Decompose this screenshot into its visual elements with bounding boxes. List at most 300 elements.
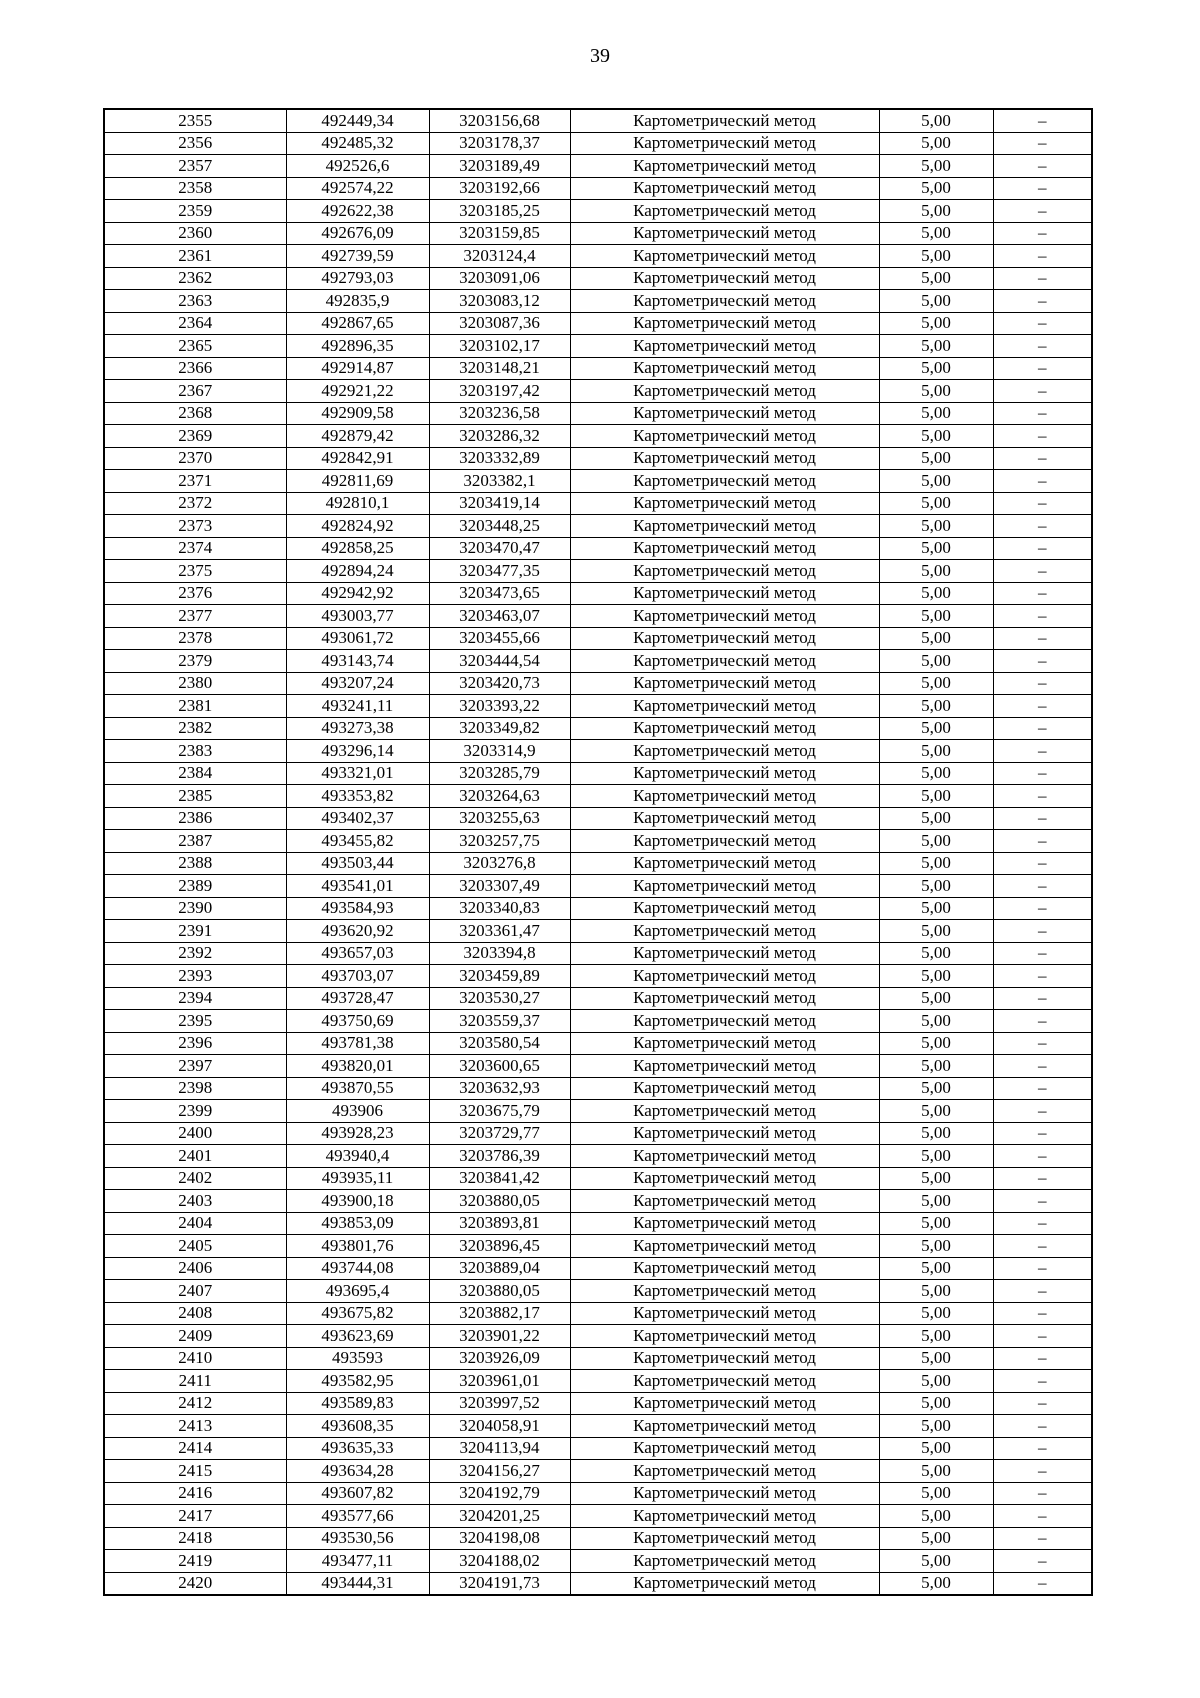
x-coordinate-cell: 493853,09 — [286, 1212, 429, 1235]
point-number-cell: 2419 — [104, 1550, 286, 1573]
page-number: 39 — [590, 45, 610, 67]
y-coordinate-cell: 3203236,58 — [429, 402, 570, 425]
description-cell: – — [993, 987, 1092, 1010]
x-coordinate-cell: 493744,08 — [286, 1257, 429, 1280]
table-row — [104, 447, 1092, 470]
method-cell: Картометрический метод — [570, 492, 879, 515]
point-number-cell: 2389 — [104, 875, 286, 898]
accuracy-cell: 5,00 — [879, 1055, 993, 1078]
x-coordinate-cell: 493273,38 — [286, 717, 429, 740]
table-row — [104, 1460, 1092, 1483]
y-coordinate-cell: 3203314,9 — [429, 740, 570, 763]
method-cell: Картометрический метод — [570, 380, 879, 403]
x-coordinate-cell: 492909,58 — [286, 402, 429, 425]
table-row — [104, 492, 1092, 515]
description-cell: – — [993, 1280, 1092, 1303]
y-coordinate-cell: 3203124,4 — [429, 245, 570, 268]
point-number-cell: 2420 — [104, 1572, 286, 1595]
method-cell: Картометрический метод — [570, 830, 879, 853]
method-cell: Картометрический метод — [570, 785, 879, 808]
method-cell: Картометрический метод — [570, 155, 879, 178]
method-cell: Картометрический метод — [570, 447, 879, 470]
accuracy-cell: 5,00 — [879, 695, 993, 718]
description-cell: – — [993, 1460, 1092, 1483]
table-row — [104, 852, 1092, 875]
y-coordinate-cell: 3203102,17 — [429, 335, 570, 358]
y-coordinate-cell: 3204201,25 — [429, 1505, 570, 1528]
x-coordinate-cell: 492867,65 — [286, 312, 429, 335]
point-number-cell: 2397 — [104, 1055, 286, 1078]
x-coordinate-cell: 493582,95 — [286, 1370, 429, 1393]
accuracy-cell: 5,00 — [879, 1572, 993, 1595]
method-cell: Картометрический метод — [570, 1370, 879, 1393]
point-number-cell: 2366 — [104, 357, 286, 380]
accuracy-cell: 5,00 — [879, 1032, 993, 1055]
table-row — [104, 1527, 1092, 1550]
x-coordinate-cell: 492811,69 — [286, 470, 429, 493]
accuracy-cell: 5,00 — [879, 1460, 993, 1483]
description-cell: – — [993, 1550, 1092, 1573]
description-cell: – — [993, 1167, 1092, 1190]
point-number-cell: 2365 — [104, 335, 286, 358]
table-row — [104, 717, 1092, 740]
point-number-cell: 2381 — [104, 695, 286, 718]
method-cell: Картометрический метод — [570, 312, 879, 335]
point-number-cell: 2368 — [104, 402, 286, 425]
table-row — [104, 1257, 1092, 1280]
accuracy-cell: 5,00 — [879, 920, 993, 943]
description-cell: – — [993, 177, 1092, 200]
y-coordinate-cell: 3203091,06 — [429, 267, 570, 290]
method-cell: Картометрический метод — [570, 537, 879, 560]
table-row — [104, 537, 1092, 560]
method-cell: Картометрический метод — [570, 965, 879, 988]
x-coordinate-cell: 493477,11 — [286, 1550, 429, 1573]
method-cell: Картометрический метод — [570, 357, 879, 380]
y-coordinate-cell: 3203880,05 — [429, 1190, 570, 1213]
method-cell: Картометрический метод — [570, 1100, 879, 1123]
y-coordinate-cell: 3203997,52 — [429, 1392, 570, 1415]
point-number-cell: 2415 — [104, 1460, 286, 1483]
method-cell: Картометрический метод — [570, 807, 879, 830]
description-cell: – — [993, 515, 1092, 538]
y-coordinate-cell: 3203961,01 — [429, 1370, 570, 1393]
accuracy-cell: 5,00 — [879, 1100, 993, 1123]
x-coordinate-cell: 492835,9 — [286, 290, 429, 313]
table-row — [104, 357, 1092, 380]
description-cell: – — [993, 1370, 1092, 1393]
accuracy-cell: 5,00 — [879, 1550, 993, 1573]
description-cell: – — [993, 1302, 1092, 1325]
y-coordinate-cell: 3203889,04 — [429, 1257, 570, 1280]
y-coordinate-cell: 3204156,27 — [429, 1460, 570, 1483]
table-row — [104, 942, 1092, 965]
coordinates-table — [103, 108, 1093, 1596]
x-coordinate-cell: 492485,32 — [286, 132, 429, 155]
method-cell: Картометрический метод — [570, 222, 879, 245]
accuracy-cell: 5,00 — [879, 222, 993, 245]
x-coordinate-cell: 493703,07 — [286, 965, 429, 988]
table-row — [104, 1100, 1092, 1123]
y-coordinate-cell: 3203880,05 — [429, 1280, 570, 1303]
accuracy-cell: 5,00 — [879, 852, 993, 875]
method-cell: Картометрический метод — [570, 1055, 879, 1078]
y-coordinate-cell: 3203600,65 — [429, 1055, 570, 1078]
x-coordinate-cell: 493061,72 — [286, 627, 429, 650]
description-cell: – — [993, 807, 1092, 830]
x-coordinate-cell: 492676,09 — [286, 222, 429, 245]
method-cell: Картометрический метод — [570, 1302, 879, 1325]
table-body — [104, 109, 1092, 1595]
accuracy-cell: 5,00 — [879, 177, 993, 200]
point-number-cell: 2416 — [104, 1482, 286, 1505]
table-row — [104, 987, 1092, 1010]
accuracy-cell: 5,00 — [879, 1347, 993, 1370]
x-coordinate-cell: 493455,82 — [286, 830, 429, 853]
x-coordinate-cell: 492921,22 — [286, 380, 429, 403]
table-row — [104, 155, 1092, 178]
table-row — [104, 515, 1092, 538]
description-cell: – — [993, 245, 1092, 268]
accuracy-cell: 5,00 — [879, 492, 993, 515]
x-coordinate-cell: 492914,87 — [286, 357, 429, 380]
point-number-cell: 2358 — [104, 177, 286, 200]
table-row — [104, 1482, 1092, 1505]
y-coordinate-cell: 3203420,73 — [429, 672, 570, 695]
x-coordinate-cell: 493620,92 — [286, 920, 429, 943]
method-cell: Картометрический метод — [570, 1505, 879, 1528]
method-cell: Картометрический метод — [570, 1460, 879, 1483]
description-cell: – — [993, 942, 1092, 965]
y-coordinate-cell: 3203580,54 — [429, 1032, 570, 1055]
y-coordinate-cell: 3203185,25 — [429, 200, 570, 223]
description-cell: – — [993, 109, 1092, 132]
point-number-cell: 2382 — [104, 717, 286, 740]
y-coordinate-cell: 3203444,54 — [429, 650, 570, 673]
point-number-cell: 2371 — [104, 470, 286, 493]
method-cell: Картометрический метод — [570, 1010, 879, 1033]
table-row — [104, 1032, 1092, 1055]
description-cell: – — [993, 672, 1092, 695]
accuracy-cell: 5,00 — [879, 1190, 993, 1213]
y-coordinate-cell: 3203361,47 — [429, 920, 570, 943]
point-number-cell: 2385 — [104, 785, 286, 808]
method-cell: Картометрический метод — [570, 740, 879, 763]
accuracy-cell: 5,00 — [879, 1392, 993, 1415]
description-cell: – — [993, 1527, 1092, 1550]
point-number-cell: 2409 — [104, 1325, 286, 1348]
accuracy-cell: 5,00 — [879, 1010, 993, 1033]
method-cell: Картометрический метод — [570, 1550, 879, 1573]
description-cell: – — [993, 447, 1092, 470]
x-coordinate-cell: 492942,92 — [286, 582, 429, 605]
description-cell: – — [993, 785, 1092, 808]
point-number-cell: 2374 — [104, 537, 286, 560]
x-coordinate-cell: 493675,82 — [286, 1302, 429, 1325]
x-coordinate-cell: 492526,6 — [286, 155, 429, 178]
y-coordinate-cell: 3203192,66 — [429, 177, 570, 200]
x-coordinate-cell: 493781,38 — [286, 1032, 429, 1055]
table-row — [104, 672, 1092, 695]
table-row — [104, 897, 1092, 920]
x-coordinate-cell: 493695,4 — [286, 1280, 429, 1303]
point-number-cell: 2360 — [104, 222, 286, 245]
method-cell: Картометрический метод — [570, 1212, 879, 1235]
table-row — [104, 335, 1092, 358]
description-cell: – — [993, 267, 1092, 290]
table-row — [104, 1550, 1092, 1573]
point-number-cell: 2413 — [104, 1415, 286, 1438]
description-cell: – — [993, 1077, 1092, 1100]
y-coordinate-cell: 3203675,79 — [429, 1100, 570, 1123]
table-row — [104, 965, 1092, 988]
point-number-cell: 2414 — [104, 1437, 286, 1460]
accuracy-cell: 5,00 — [879, 717, 993, 740]
y-coordinate-cell: 3204198,08 — [429, 1527, 570, 1550]
point-number-cell: 2363 — [104, 290, 286, 313]
method-cell: Картометрический метод — [570, 335, 879, 358]
description-cell: – — [993, 357, 1092, 380]
method-cell: Картометрический метод — [570, 132, 879, 155]
method-cell: Картометрический метод — [570, 1167, 879, 1190]
method-cell: Картометрический метод — [570, 1572, 879, 1595]
y-coordinate-cell: 3204113,94 — [429, 1437, 570, 1460]
y-coordinate-cell: 3203332,89 — [429, 447, 570, 470]
description-cell: – — [993, 875, 1092, 898]
table-row — [104, 1145, 1092, 1168]
point-number-cell: 2401 — [104, 1145, 286, 1168]
accuracy-cell: 5,00 — [879, 1167, 993, 1190]
y-coordinate-cell: 3203448,25 — [429, 515, 570, 538]
x-coordinate-cell: 493143,74 — [286, 650, 429, 673]
description-cell: – — [993, 1212, 1092, 1235]
table-row — [104, 582, 1092, 605]
table-row — [104, 1505, 1092, 1528]
method-cell: Картометрический метод — [570, 650, 879, 673]
table-row — [104, 1122, 1092, 1145]
accuracy-cell: 5,00 — [879, 1302, 993, 1325]
x-coordinate-cell: 492574,22 — [286, 177, 429, 200]
y-coordinate-cell: 3203083,12 — [429, 290, 570, 313]
y-coordinate-cell: 3203455,66 — [429, 627, 570, 650]
x-coordinate-cell: 493444,31 — [286, 1572, 429, 1595]
description-cell: – — [993, 740, 1092, 763]
point-number-cell: 2404 — [104, 1212, 286, 1235]
table-row — [104, 650, 1092, 673]
y-coordinate-cell: 3203463,07 — [429, 605, 570, 628]
y-coordinate-cell: 3203470,47 — [429, 537, 570, 560]
description-cell: – — [993, 1325, 1092, 1348]
accuracy-cell: 5,00 — [879, 1280, 993, 1303]
table-row — [104, 1302, 1092, 1325]
x-coordinate-cell: 493577,66 — [286, 1505, 429, 1528]
description-cell: – — [993, 1190, 1092, 1213]
point-number-cell: 2408 — [104, 1302, 286, 1325]
description-cell: – — [993, 1392, 1092, 1415]
point-number-cell: 2391 — [104, 920, 286, 943]
point-number-cell: 2373 — [104, 515, 286, 538]
accuracy-cell: 5,00 — [879, 830, 993, 853]
y-coordinate-cell: 3203276,8 — [429, 852, 570, 875]
method-cell: Картометрический метод — [570, 470, 879, 493]
method-cell: Картометрический метод — [570, 1415, 879, 1438]
x-coordinate-cell: 492879,42 — [286, 425, 429, 448]
point-number-cell: 2418 — [104, 1527, 286, 1550]
x-coordinate-cell: 493935,11 — [286, 1167, 429, 1190]
point-number-cell: 2410 — [104, 1347, 286, 1370]
accuracy-cell: 5,00 — [879, 785, 993, 808]
x-coordinate-cell: 493503,44 — [286, 852, 429, 875]
y-coordinate-cell: 3203559,37 — [429, 1010, 570, 1033]
accuracy-cell: 5,00 — [879, 582, 993, 605]
point-number-cell: 2417 — [104, 1505, 286, 1528]
point-number-cell: 2400 — [104, 1122, 286, 1145]
table-row — [104, 1415, 1092, 1438]
method-cell: Картометрический метод — [570, 1392, 879, 1415]
method-cell: Картометрический метод — [570, 1257, 879, 1280]
table-row — [104, 762, 1092, 785]
accuracy-cell: 5,00 — [879, 109, 993, 132]
description-cell: – — [993, 1505, 1092, 1528]
method-cell: Картометрический метод — [570, 1122, 879, 1145]
accuracy-cell: 5,00 — [879, 155, 993, 178]
y-coordinate-cell: 3203197,42 — [429, 380, 570, 403]
method-cell: Картометрический метод — [570, 1145, 879, 1168]
accuracy-cell: 5,00 — [879, 1325, 993, 1348]
description-cell: – — [993, 695, 1092, 718]
y-coordinate-cell: 3204192,79 — [429, 1482, 570, 1505]
table-row — [104, 1347, 1092, 1370]
description-cell: – — [993, 1572, 1092, 1595]
y-coordinate-cell: 3203473,65 — [429, 582, 570, 605]
x-coordinate-cell: 493003,77 — [286, 605, 429, 628]
x-coordinate-cell: 493928,23 — [286, 1122, 429, 1145]
point-number-cell: 2395 — [104, 1010, 286, 1033]
method-cell: Картометрический метод — [570, 290, 879, 313]
y-coordinate-cell: 3203419,14 — [429, 492, 570, 515]
accuracy-cell: 5,00 — [879, 1212, 993, 1235]
method-cell: Картометрический метод — [570, 605, 879, 628]
description-cell: – — [993, 920, 1092, 943]
point-number-cell: 2362 — [104, 267, 286, 290]
description-cell: – — [993, 1122, 1092, 1145]
table-row — [104, 1437, 1092, 1460]
description-cell: – — [993, 380, 1092, 403]
accuracy-cell: 5,00 — [879, 672, 993, 695]
accuracy-cell: 5,00 — [879, 470, 993, 493]
method-cell: Картометрический метод — [570, 762, 879, 785]
x-coordinate-cell: 493321,01 — [286, 762, 429, 785]
table-row — [104, 1010, 1092, 1033]
point-number-cell: 2378 — [104, 627, 286, 650]
x-coordinate-cell: 493402,37 — [286, 807, 429, 830]
accuracy-cell: 5,00 — [879, 627, 993, 650]
accuracy-cell: 5,00 — [879, 425, 993, 448]
point-number-cell: 2405 — [104, 1235, 286, 1258]
y-coordinate-cell: 3203893,81 — [429, 1212, 570, 1235]
description-cell: – — [993, 1347, 1092, 1370]
point-number-cell: 2364 — [104, 312, 286, 335]
x-coordinate-cell: 493750,69 — [286, 1010, 429, 1033]
y-coordinate-cell: 3204191,73 — [429, 1572, 570, 1595]
description-cell: – — [993, 335, 1092, 358]
method-cell: Картометрический метод — [570, 245, 879, 268]
table-row — [104, 290, 1092, 313]
point-number-cell: 2399 — [104, 1100, 286, 1123]
description-cell: – — [993, 717, 1092, 740]
point-number-cell: 2398 — [104, 1077, 286, 1100]
point-number-cell: 2390 — [104, 897, 286, 920]
table-row — [104, 1167, 1092, 1190]
method-cell: Картометрический метод — [570, 1347, 879, 1370]
accuracy-cell: 5,00 — [879, 875, 993, 898]
table-row — [104, 222, 1092, 245]
accuracy-cell: 5,00 — [879, 1145, 993, 1168]
method-cell: Картометрический метод — [570, 267, 879, 290]
accuracy-cell: 5,00 — [879, 807, 993, 830]
table-row — [104, 830, 1092, 853]
x-coordinate-cell: 493589,83 — [286, 1392, 429, 1415]
method-cell: Картометрический метод — [570, 672, 879, 695]
point-number-cell: 2376 — [104, 582, 286, 605]
x-coordinate-cell: 493593 — [286, 1347, 429, 1370]
description-cell: – — [993, 492, 1092, 515]
y-coordinate-cell: 3203729,77 — [429, 1122, 570, 1145]
description-cell: – — [993, 537, 1092, 560]
method-cell: Картометрический метод — [570, 109, 879, 132]
method-cell: Картометрический метод — [570, 897, 879, 920]
x-coordinate-cell: 493906 — [286, 1100, 429, 1123]
description-cell: – — [993, 425, 1092, 448]
point-number-cell: 2392 — [104, 942, 286, 965]
point-number-cell: 2407 — [104, 1280, 286, 1303]
x-coordinate-cell: 493584,93 — [286, 897, 429, 920]
accuracy-cell: 5,00 — [879, 290, 993, 313]
x-coordinate-cell: 492842,91 — [286, 447, 429, 470]
accuracy-cell: 5,00 — [879, 1482, 993, 1505]
method-cell: Картометрический метод — [570, 1077, 879, 1100]
table-row — [104, 380, 1092, 403]
y-coordinate-cell: 3203264,63 — [429, 785, 570, 808]
accuracy-cell: 5,00 — [879, 740, 993, 763]
table-row — [104, 267, 1092, 290]
x-coordinate-cell: 493541,01 — [286, 875, 429, 898]
accuracy-cell: 5,00 — [879, 357, 993, 380]
y-coordinate-cell: 3203178,37 — [429, 132, 570, 155]
y-coordinate-cell: 3203477,35 — [429, 560, 570, 583]
method-cell: Картометрический метод — [570, 1280, 879, 1303]
accuracy-cell: 5,00 — [879, 650, 993, 673]
accuracy-cell: 5,00 — [879, 1257, 993, 1280]
table-row — [104, 132, 1092, 155]
accuracy-cell: 5,00 — [879, 245, 993, 268]
x-coordinate-cell: 493940,4 — [286, 1145, 429, 1168]
point-number-cell: 2379 — [104, 650, 286, 673]
accuracy-cell: 5,00 — [879, 1437, 993, 1460]
description-cell: – — [993, 627, 1092, 650]
point-number-cell: 2412 — [104, 1392, 286, 1415]
description-cell: – — [993, 290, 1092, 313]
description-cell: – — [993, 1145, 1092, 1168]
y-coordinate-cell: 3203882,17 — [429, 1302, 570, 1325]
point-number-cell: 2383 — [104, 740, 286, 763]
description-cell: – — [993, 560, 1092, 583]
accuracy-cell: 5,00 — [879, 605, 993, 628]
y-coordinate-cell: 3203382,1 — [429, 470, 570, 493]
y-coordinate-cell: 3203926,09 — [429, 1347, 570, 1370]
x-coordinate-cell: 493296,14 — [286, 740, 429, 763]
accuracy-cell: 5,00 — [879, 942, 993, 965]
